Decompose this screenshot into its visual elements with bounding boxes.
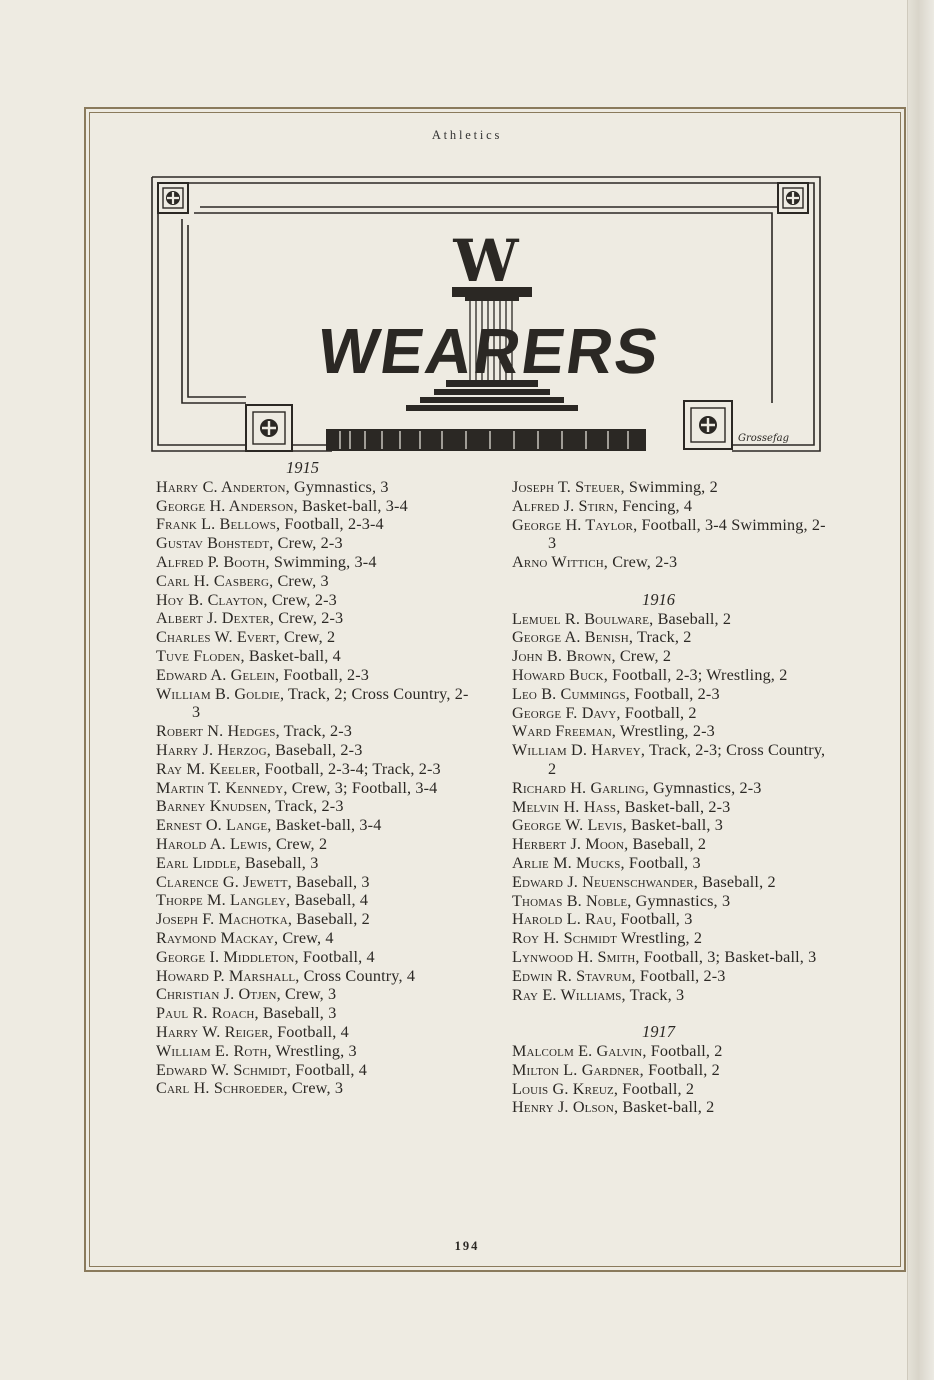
athlete-name: George I. Middleton bbox=[156, 947, 295, 966]
athlete-name: Thorpe M. Langley bbox=[156, 891, 287, 910]
sport-and-years: , Track, 2-3 bbox=[267, 797, 344, 816]
letter-winner-entry bbox=[512, 478, 830, 497]
athlete-name: Edwin R. Stavrum bbox=[512, 966, 632, 985]
banner-word-wearers: WEARERS bbox=[313, 315, 665, 387]
letter-winner-entry bbox=[512, 497, 830, 516]
letter-winner-entry bbox=[512, 647, 830, 666]
letter-winner-entry bbox=[156, 816, 476, 835]
athlete-name: Harry W. Reiger bbox=[156, 1022, 269, 1041]
athlete-name: Louis G. Kreuz bbox=[512, 1079, 614, 1098]
sport-and-years: , Fencing, 4 bbox=[613, 496, 693, 515]
sport-and-years: , Crew, 2 bbox=[275, 628, 336, 647]
letter-winner-entry bbox=[156, 891, 476, 910]
athlete-name: Thomas B. Noble bbox=[512, 891, 628, 910]
athlete-name: Hoy B. Clayton bbox=[156, 590, 264, 609]
letter-winner-entry bbox=[156, 741, 476, 760]
letter-winner-entry bbox=[512, 1042, 830, 1061]
letter-winner-entry bbox=[156, 760, 476, 779]
letter-winner-entry bbox=[512, 553, 830, 572]
running-head: Athletics bbox=[431, 128, 503, 142]
letter-winner-entry bbox=[512, 967, 830, 986]
athlete-name: Harry C. Anderton bbox=[156, 477, 286, 496]
athlete-name: Alfred P. Booth bbox=[156, 552, 266, 571]
letter-winner-entry bbox=[512, 610, 830, 629]
sport-and-years: , Gymnastics, 3 bbox=[627, 891, 731, 910]
letter-winner-entry bbox=[512, 835, 830, 854]
athlete-name: Milton L. Gardner bbox=[512, 1060, 640, 1079]
year-heading-1916: 1916 bbox=[642, 589, 675, 609]
athlete-name: Edward J. Neuenschwander bbox=[512, 872, 694, 891]
sport-and-years: , Football, 3 bbox=[612, 910, 693, 929]
athlete-name: Edward A. Gelein bbox=[156, 665, 276, 684]
sport-and-years: , Track, 2-3 bbox=[275, 722, 353, 741]
sport-and-years: , Baseball, 3 bbox=[287, 872, 370, 891]
column-left bbox=[156, 459, 476, 1098]
letter-winner-entry bbox=[512, 516, 830, 554]
sport-and-years: , Crew, 3 bbox=[276, 985, 337, 1004]
list-1915 bbox=[156, 478, 476, 1098]
sport-and-years: , Football, 4 bbox=[268, 1022, 349, 1041]
sport-and-years: , Track, 2-3; Cross Country, 2 bbox=[548, 741, 826, 778]
sport-and-years: , Crew, 2 bbox=[611, 647, 672, 666]
sport-and-years: , Crew, 4 bbox=[273, 928, 334, 947]
sport-and-years: , Track, 3 bbox=[621, 985, 685, 1004]
sport-and-years: , Crew, 2-3 bbox=[603, 553, 678, 572]
sport-and-years: , Basket-ball, 4 bbox=[240, 646, 341, 665]
letter-winner-entry bbox=[512, 704, 830, 723]
athlete-name: Carl H. Schroeder bbox=[156, 1079, 284, 1098]
letter-winner-entry bbox=[156, 572, 476, 591]
athlete-name: Earl Liddle bbox=[156, 853, 237, 872]
letter-winner-entry bbox=[156, 835, 476, 854]
letter-winner-entry bbox=[512, 779, 830, 798]
w-wearers-banner bbox=[150, 175, 822, 455]
letter-winner-entry bbox=[512, 1061, 830, 1080]
sport-and-years: , Basket-ball, 3-4 bbox=[267, 816, 382, 835]
athlete-name: Ray E. Williams bbox=[512, 985, 622, 1004]
letter-winner-entry bbox=[156, 1061, 476, 1080]
athlete-name: Ward Freeman bbox=[512, 722, 612, 741]
letter-winner-entry bbox=[512, 854, 830, 873]
athlete-name: George H. Taylor bbox=[512, 515, 634, 534]
letter-winner-entry bbox=[512, 1098, 830, 1117]
corner-ornament-top-right bbox=[778, 183, 808, 213]
letter-winner-entry bbox=[512, 1080, 830, 1099]
corner-ornament-top-left bbox=[158, 183, 188, 213]
sport-and-years: , Football, 4 bbox=[294, 947, 375, 966]
letter-winner-entry bbox=[156, 647, 476, 666]
sport-and-years: , Basket-ball, 3-4 bbox=[293, 496, 408, 515]
sport-and-years: , Baseball, 2 bbox=[649, 609, 732, 628]
athlete-name: George W. Levis bbox=[512, 816, 623, 835]
sport-and-years: , Football, 2-3-4; Track, 2-3 bbox=[256, 759, 441, 778]
letter-winner-entry bbox=[512, 741, 830, 779]
sport-and-years: , Crew, 3; Football, 3-4 bbox=[283, 778, 438, 797]
sport-and-years: , Baseball, 2 bbox=[624, 835, 707, 854]
athlete-name: Richard H. Garling bbox=[512, 778, 645, 797]
athlete-name: Harold A. Lewis bbox=[156, 834, 268, 853]
athlete-name: Melvin H. Hass bbox=[512, 797, 617, 816]
section-gap bbox=[512, 1004, 830, 1023]
sport-and-years: , Baseball, 3 bbox=[236, 853, 319, 872]
sport-and-years: , Crew, 2-3 bbox=[263, 590, 337, 609]
sport-and-years: , Football, 2 bbox=[613, 1079, 695, 1098]
page-edge bbox=[907, 0, 934, 1380]
year-heading-1917: 1917 bbox=[642, 1022, 675, 1042]
letter-winner-entry bbox=[512, 910, 830, 929]
letter-winner-entry bbox=[156, 929, 476, 948]
page-number: 194 bbox=[454, 1239, 480, 1253]
section-gap bbox=[512, 572, 830, 591]
letter-winner-entry bbox=[512, 798, 830, 817]
athlete-name: Carl H. Casberg bbox=[156, 571, 270, 590]
list-1915-continued bbox=[512, 478, 830, 572]
letter-winner-entry bbox=[156, 1079, 476, 1098]
sport-and-years: , Football, 2 bbox=[642, 1041, 723, 1060]
letter-winner-entry bbox=[156, 910, 476, 929]
sport-and-years: , Track, 2 bbox=[628, 628, 692, 647]
letter-winner-entry bbox=[156, 1004, 476, 1023]
letter-winner-entry bbox=[512, 873, 830, 892]
athlete-name: Gustav Bohstedt bbox=[156, 534, 270, 553]
sport-and-years: , Crew, 2-3 bbox=[269, 609, 344, 628]
sport-and-years: , Swimming, 3-4 bbox=[265, 552, 377, 571]
sport-and-years: , Baseball, 2 bbox=[693, 872, 776, 891]
athlete-name: Albert J. Dexter bbox=[156, 609, 270, 628]
sport-and-years: , Track, 2; Cross Country, 2-3 bbox=[192, 684, 469, 722]
sport-and-years: , Football, 3 bbox=[620, 853, 701, 872]
banner-letter-w: W bbox=[453, 227, 519, 295]
sport-and-years: , Football, 2-3 bbox=[625, 684, 720, 703]
year-heading-1915: 1915 bbox=[286, 458, 319, 477]
sport-and-years: , Football, 2-3 bbox=[631, 966, 726, 985]
letter-winner-entry bbox=[156, 985, 476, 1004]
sport-and-years: , Gymnastics, 2-3 bbox=[644, 778, 762, 797]
athlete-name: Harold L. Rau bbox=[512, 910, 613, 929]
sport-and-years: , Basket-ball, 2-3 bbox=[616, 797, 731, 816]
sport-and-years: , Football, 2-3-4 bbox=[276, 515, 384, 534]
sport-and-years: , Crew, 2 bbox=[267, 834, 328, 853]
letter-winner-entry bbox=[512, 929, 830, 948]
athlete-name: George H. Anderson bbox=[156, 496, 294, 515]
athlete-name: Alfred J. Stirn bbox=[512, 496, 614, 515]
letter-winner-entry bbox=[156, 873, 476, 892]
athlete-name: Tuve Floden bbox=[156, 646, 241, 665]
letter-winner-entry bbox=[156, 854, 476, 873]
athlete-name: William E. Roth bbox=[156, 1041, 268, 1060]
athlete-name: William D. Harvey bbox=[512, 741, 641, 760]
sport-and-years: , Football, 4 bbox=[286, 1060, 368, 1079]
sport-and-years: , Football, 2-3; Wrestling, 2 bbox=[603, 665, 788, 684]
sport-and-years: , Baseball, 3 bbox=[254, 1004, 337, 1023]
sport-and-years: , Cross Country, 4 bbox=[295, 966, 416, 985]
athlete-name: Roy H. Schmidt bbox=[512, 929, 618, 948]
athlete-name: Paul R. Roach bbox=[156, 1004, 255, 1023]
sport-and-years: , Baseball, 2-3 bbox=[266, 740, 363, 759]
athlete-name: Robert N. Hedges bbox=[156, 722, 276, 741]
athlete-name: Ernest O. Lange bbox=[156, 816, 268, 835]
athlete-name: Harry J. Herzog bbox=[156, 740, 267, 759]
athlete-name: Clarence G. Jewett bbox=[156, 872, 288, 891]
letter-winner-entry bbox=[512, 685, 830, 704]
letter-winner-entry bbox=[156, 591, 476, 610]
sport-and-years: , Swimming, 2 bbox=[620, 478, 718, 496]
sport-and-years: , Baseball, 4 bbox=[286, 891, 369, 910]
letter-winner-entry bbox=[156, 515, 476, 534]
letter-winner-entry bbox=[156, 722, 476, 741]
sport-and-years: , Basket-ball, 2 bbox=[613, 1098, 715, 1117]
athlete-name: Leo B. Cummings bbox=[512, 684, 626, 703]
athlete-name: Raymond Mackay bbox=[156, 928, 274, 947]
athlete-name: Arno Wittich bbox=[512, 553, 604, 572]
athlete-name: Charles W. Evert bbox=[156, 628, 276, 647]
letter-winner-entry bbox=[156, 967, 476, 986]
letter-winner-entry bbox=[156, 497, 476, 516]
athlete-name: Lynwood H. Smith bbox=[512, 947, 636, 966]
letter-winner-entry bbox=[512, 816, 830, 835]
list-1917 bbox=[512, 1042, 830, 1117]
letter-winner-entry bbox=[156, 553, 476, 572]
sport-and-years: , Basket-ball, 3 bbox=[622, 816, 723, 835]
letter-winner-entry bbox=[512, 722, 830, 741]
athlete-name: Edward W. Schmidt bbox=[156, 1060, 287, 1079]
sport-and-years: , Crew, 2-3 bbox=[269, 534, 343, 553]
sport-and-years: , Football, 2 bbox=[639, 1060, 720, 1079]
athlete-name: Frank L. Bellows bbox=[156, 515, 276, 534]
sport-and-years: , Football, 3-4 Swimming, 2-3 bbox=[548, 515, 826, 553]
list-1916 bbox=[512, 610, 830, 1005]
column-right bbox=[512, 478, 830, 1117]
athlete-name: George A. Benish bbox=[512, 628, 629, 647]
athlete-name: Henry J. Olson bbox=[512, 1098, 614, 1117]
sport-and-years: , Wrestling, 2-3 bbox=[611, 722, 715, 741]
letter-winner-entry bbox=[512, 666, 830, 685]
athlete-name: Joseph F. Machotka bbox=[156, 910, 288, 929]
athlete-name: George F. Davy bbox=[512, 703, 617, 722]
sport-and-years: , Football, 2 bbox=[616, 703, 697, 722]
letter-winner-entry bbox=[156, 628, 476, 647]
letter-winner-entry bbox=[156, 478, 476, 497]
corner-ornament-bottom-left bbox=[246, 405, 292, 451]
athlete-name: Lemuel R. Boulware bbox=[512, 609, 650, 628]
sport-and-years: , Crew, 3 bbox=[283, 1079, 344, 1098]
athlete-name: John B. Brown bbox=[512, 647, 612, 666]
sport-and-years: , Football, 2-3 bbox=[275, 665, 369, 684]
letter-winner-entry bbox=[156, 1042, 476, 1061]
athlete-name: Howard P. Marshall bbox=[156, 966, 296, 985]
letter-winner-entry bbox=[156, 1023, 476, 1042]
letter-winner-entry bbox=[156, 685, 476, 723]
letter-winner-entry bbox=[156, 534, 476, 553]
letter-winner-entry bbox=[512, 948, 830, 967]
athlete-name: Ray M. Keeler bbox=[156, 759, 257, 778]
letter-winner-entry bbox=[156, 797, 476, 816]
sport-and-years: , Gymnastics, 3 bbox=[285, 477, 389, 496]
letter-winner-entry bbox=[156, 609, 476, 628]
sport-and-years: , Crew, 3 bbox=[269, 571, 329, 590]
corner-ornament-bottom-right bbox=[684, 401, 732, 449]
sport-and-years: Wrestling, 2 bbox=[617, 929, 703, 948]
letter-winner-entry bbox=[512, 628, 830, 647]
sport-and-years: , Baseball, 2 bbox=[287, 910, 370, 929]
letter-winner-entry bbox=[512, 986, 830, 1005]
athlete-name: Barney Knudsen bbox=[156, 797, 268, 816]
letter-winner-entry bbox=[512, 892, 830, 911]
athlete-name: Howard Buck bbox=[512, 665, 604, 684]
artist-signature: Grossefag bbox=[738, 433, 790, 444]
sport-and-years: , Football, 3; Basket-ball, 3 bbox=[635, 947, 817, 966]
athlete-name: Herbert J. Moon bbox=[512, 835, 625, 854]
sport-and-years: , Wrestling, 3 bbox=[267, 1041, 357, 1060]
athlete-name: Malcolm E. Galvin bbox=[512, 1041, 643, 1060]
athlete-name: Martin T. Kennedy bbox=[156, 778, 284, 797]
letter-winner-entry bbox=[156, 948, 476, 967]
letter-winner-entry bbox=[156, 779, 476, 798]
athlete-name: William B. Goldie bbox=[156, 684, 280, 703]
athlete-name: Christian J. Otjen bbox=[156, 985, 277, 1004]
letter-winner-entry bbox=[156, 666, 476, 685]
athlete-name: Joseph T. Steuer bbox=[512, 478, 621, 496]
athlete-name: Arlie M. Mucks bbox=[512, 853, 621, 872]
